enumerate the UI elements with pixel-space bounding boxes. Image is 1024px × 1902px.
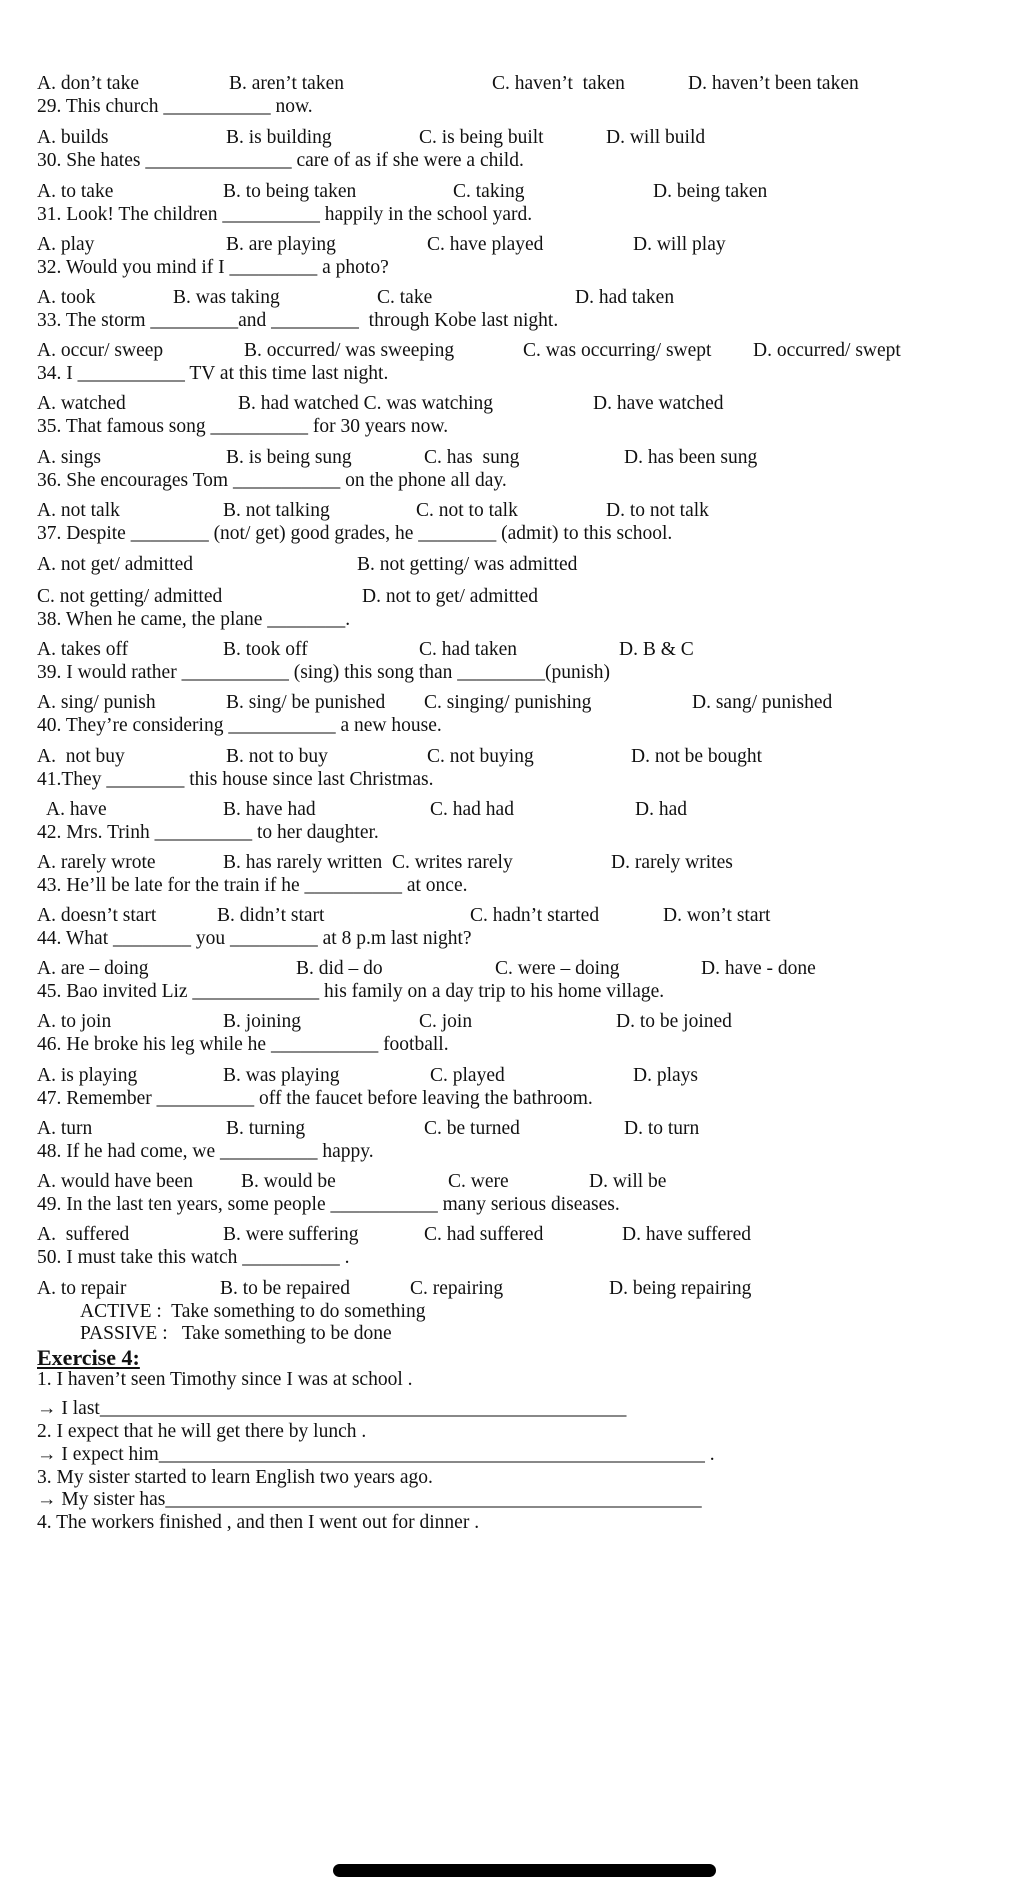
- answer-option: D. has been sung: [624, 447, 758, 468]
- answer-option: B. did – do: [296, 958, 383, 979]
- answer-option: C. was occurring/ swept: [523, 340, 712, 361]
- answer-option: D. will be: [589, 1171, 667, 1192]
- answer-option: C. singing/ punishing: [424, 692, 592, 713]
- question-text: 32. Would you mind if I _________ a photo?: [37, 257, 389, 278]
- answer-option: A. sing/ punish: [37, 692, 156, 713]
- answer-option: D. being repairing: [609, 1278, 752, 1299]
- question-text: 49. In the last ten years, some people ___________ many serious diseases.: [37, 1194, 620, 1215]
- answer-option: B. aren’t taken: [229, 73, 344, 94]
- answer-option: D. B & C: [619, 639, 694, 660]
- answer-option: B. have had: [223, 799, 316, 820]
- answer-option: D. will build: [606, 127, 706, 148]
- answer-option: A. play: [37, 234, 95, 255]
- answer-option: A. builds: [37, 127, 109, 148]
- grammar-note: ACTIVE : Take something to do something: [80, 1301, 426, 1322]
- question-text: 30. She hates _______________ care of as if she were a child.: [37, 150, 524, 171]
- answer-option: B. would be: [241, 1171, 336, 1192]
- answer-option: D. rarely writes: [611, 852, 733, 873]
- answer-option: D. not to get/ admitted: [362, 586, 539, 607]
- answer-option: A. are – doing: [37, 958, 149, 979]
- grammar-note: PASSIVE : Take something to be done: [80, 1323, 392, 1344]
- answer-option: C. hadn’t started: [470, 905, 600, 926]
- answer-option: A. suffered: [37, 1224, 130, 1245]
- answer-option: D. to turn: [624, 1118, 700, 1139]
- answer-option: D. not be bought: [631, 746, 763, 767]
- answer-option: D. will play: [633, 234, 726, 255]
- answer-option: D. have suffered: [622, 1224, 752, 1245]
- answer-option: D. had taken: [575, 287, 675, 308]
- answer-option: B. are playing: [226, 234, 336, 255]
- rewrite-prompt: 3. My sister started to learn English two years ago.: [37, 1467, 433, 1488]
- section-heading: Exercise 4:: [37, 1345, 140, 1370]
- question-text: 41.They ________ this house since last Christmas.: [37, 769, 434, 790]
- answer-option: C. join: [419, 1011, 473, 1032]
- answer-option: C. had suffered: [424, 1224, 544, 1245]
- answer-option: B. didn’t start: [217, 905, 325, 926]
- question-text: 31. Look! The children __________ happily in the school yard.: [37, 204, 533, 225]
- answer-option: A. would have been: [37, 1171, 193, 1192]
- question-text: 29. This church ___________ now.: [37, 96, 313, 117]
- answer-option: A. to join: [37, 1011, 112, 1032]
- answer-option: A. took: [37, 287, 96, 308]
- answer-option: C. haven’t taken: [492, 73, 625, 94]
- answer-option: D. to not talk: [606, 500, 709, 521]
- question-text: 34. I ___________ TV at this time last night.: [37, 363, 389, 384]
- question-text: 44. What ________ you _________ at 8 p.m last night?: [37, 928, 472, 949]
- answer-option: D. had: [635, 799, 687, 820]
- answer-option: B. not getting/ was admitted: [357, 554, 578, 575]
- answer-option: C. has sung: [424, 447, 520, 468]
- answer-option: A. not buy: [37, 746, 125, 767]
- question-text: 42. Mrs. Trinh __________ to her daughter.: [37, 822, 379, 843]
- answer-option: B. occurred/ was sweeping: [244, 340, 455, 361]
- question-text: 35. That famous song __________ for 30 years now.: [37, 416, 449, 437]
- rewrite-prompt: 4. The workers finished , and then I went out for dinner .: [37, 1512, 480, 1533]
- rewrite-prompt: 1. I haven’t seen Timothy since I was at school .: [37, 1369, 413, 1390]
- answer-option: C. had had: [430, 799, 514, 820]
- question-text: 47. Remember __________ off the faucet before leaving the bathroom.: [37, 1088, 593, 1109]
- answer-option: A. turn: [37, 1118, 93, 1139]
- answer-option: A. occur/ sweep: [37, 340, 164, 361]
- answer-option: A. don’t take: [37, 73, 139, 94]
- answer-option: D. haven’t been taken: [688, 73, 859, 94]
- answer-option: C. played: [430, 1065, 505, 1086]
- answer-option: B. was playing: [223, 1065, 340, 1086]
- answer-option: C. not getting/ admitted: [37, 586, 223, 607]
- answer-option: B. to be repaired: [220, 1278, 350, 1299]
- answer-option: B. not to buy: [226, 746, 328, 767]
- answer-option: C. be turned: [424, 1118, 520, 1139]
- rewrite-answer-line: → My sister has_______________________________________________________: [37, 1489, 702, 1510]
- rewrite-answer-line: → I expect him________________________________________________________ .: [37, 1444, 715, 1465]
- rewrite-prompt: 2. I expect that he will get there by lunch .: [37, 1421, 367, 1442]
- question-text: 46. He broke his leg while he ___________ football.: [37, 1034, 449, 1055]
- answer-option: A. have: [46, 799, 107, 820]
- answer-option: B. had watched C. was watching: [238, 393, 494, 414]
- question-text: 38. When he came, the plane ________.: [37, 609, 351, 630]
- answer-option: A. watched: [37, 393, 126, 414]
- question-text: 50. I must take this watch __________ .: [37, 1247, 350, 1268]
- answer-option: D. have watched: [593, 393, 724, 414]
- answer-option: B. to being taken: [223, 181, 357, 202]
- answer-option: C. have played: [427, 234, 544, 255]
- answer-option: A. to repair: [37, 1278, 127, 1299]
- answer-option: C. take: [377, 287, 433, 308]
- answer-option: A. not get/ admitted: [37, 554, 193, 575]
- question-text: 43. He’ll be late for the train if he __________ at once.: [37, 875, 468, 896]
- answer-option: A. sings: [37, 447, 101, 468]
- answer-option: D. won’t start: [663, 905, 771, 926]
- answer-option: B. was taking: [173, 287, 280, 308]
- answer-option: B. turning: [226, 1118, 306, 1139]
- answer-option: C. were – doing: [495, 958, 620, 979]
- answer-option: C. repairing: [410, 1278, 504, 1299]
- answer-option: B. not talking: [223, 500, 330, 521]
- answer-option: C. is being built: [419, 127, 544, 148]
- answer-option: B. took off: [223, 639, 308, 660]
- question-text: 40. They’re considering ___________ a new house.: [37, 715, 442, 736]
- answer-option: A. doesn’t start: [37, 905, 157, 926]
- answer-option: B. is building: [226, 127, 332, 148]
- answer-option: B. has rarely written C. writes rarely: [223, 852, 513, 873]
- answer-option: D. being taken: [653, 181, 768, 202]
- answer-option: D. plays: [633, 1065, 698, 1086]
- question-text: 37. Despite ________ (not/ get) good grades, he ________ (admit) to this school.: [37, 523, 673, 544]
- rewrite-answer-line: → I last______________________________________________________: [37, 1398, 627, 1419]
- answer-option: B. were suffering: [223, 1224, 359, 1245]
- answer-option: C. not to talk: [416, 500, 518, 521]
- answer-option: B. joining: [223, 1011, 302, 1032]
- answer-option: C. taking: [453, 181, 525, 202]
- home-indicator[interactable]: [333, 1864, 716, 1877]
- answer-option: C. not buying: [427, 746, 534, 767]
- answer-option: A. rarely wrote: [37, 852, 156, 873]
- answer-option: D. sang/ punished: [692, 692, 833, 713]
- answer-option: D. have - done: [701, 958, 816, 979]
- answer-option: B. sing/ be punished: [226, 692, 386, 713]
- answer-option: B. is being sung: [226, 447, 352, 468]
- question-text: 45. Bao invited Liz _____________ his family on a day trip to his home village.: [37, 981, 665, 1002]
- answer-option: A. to take: [37, 181, 114, 202]
- question-text: 48. If he had come, we __________ happy.: [37, 1141, 374, 1162]
- question-text: 39. I would rather ___________ (sing) this song than _________(punish): [37, 662, 611, 683]
- answer-option: C. had taken: [419, 639, 518, 660]
- answer-option: A. is playing: [37, 1065, 138, 1086]
- answer-option: C. were: [448, 1171, 509, 1192]
- question-text: 36. She encourages Tom ___________ on the phone all day.: [37, 470, 507, 491]
- answer-option: A. not talk: [37, 500, 120, 521]
- answer-option: D. occurred/ swept: [753, 340, 901, 361]
- answer-option: D. to be joined: [616, 1011, 732, 1032]
- answer-option: A. takes off: [37, 639, 129, 660]
- question-text: 33. The storm _________and _________ through Kobe last night.: [37, 310, 559, 331]
